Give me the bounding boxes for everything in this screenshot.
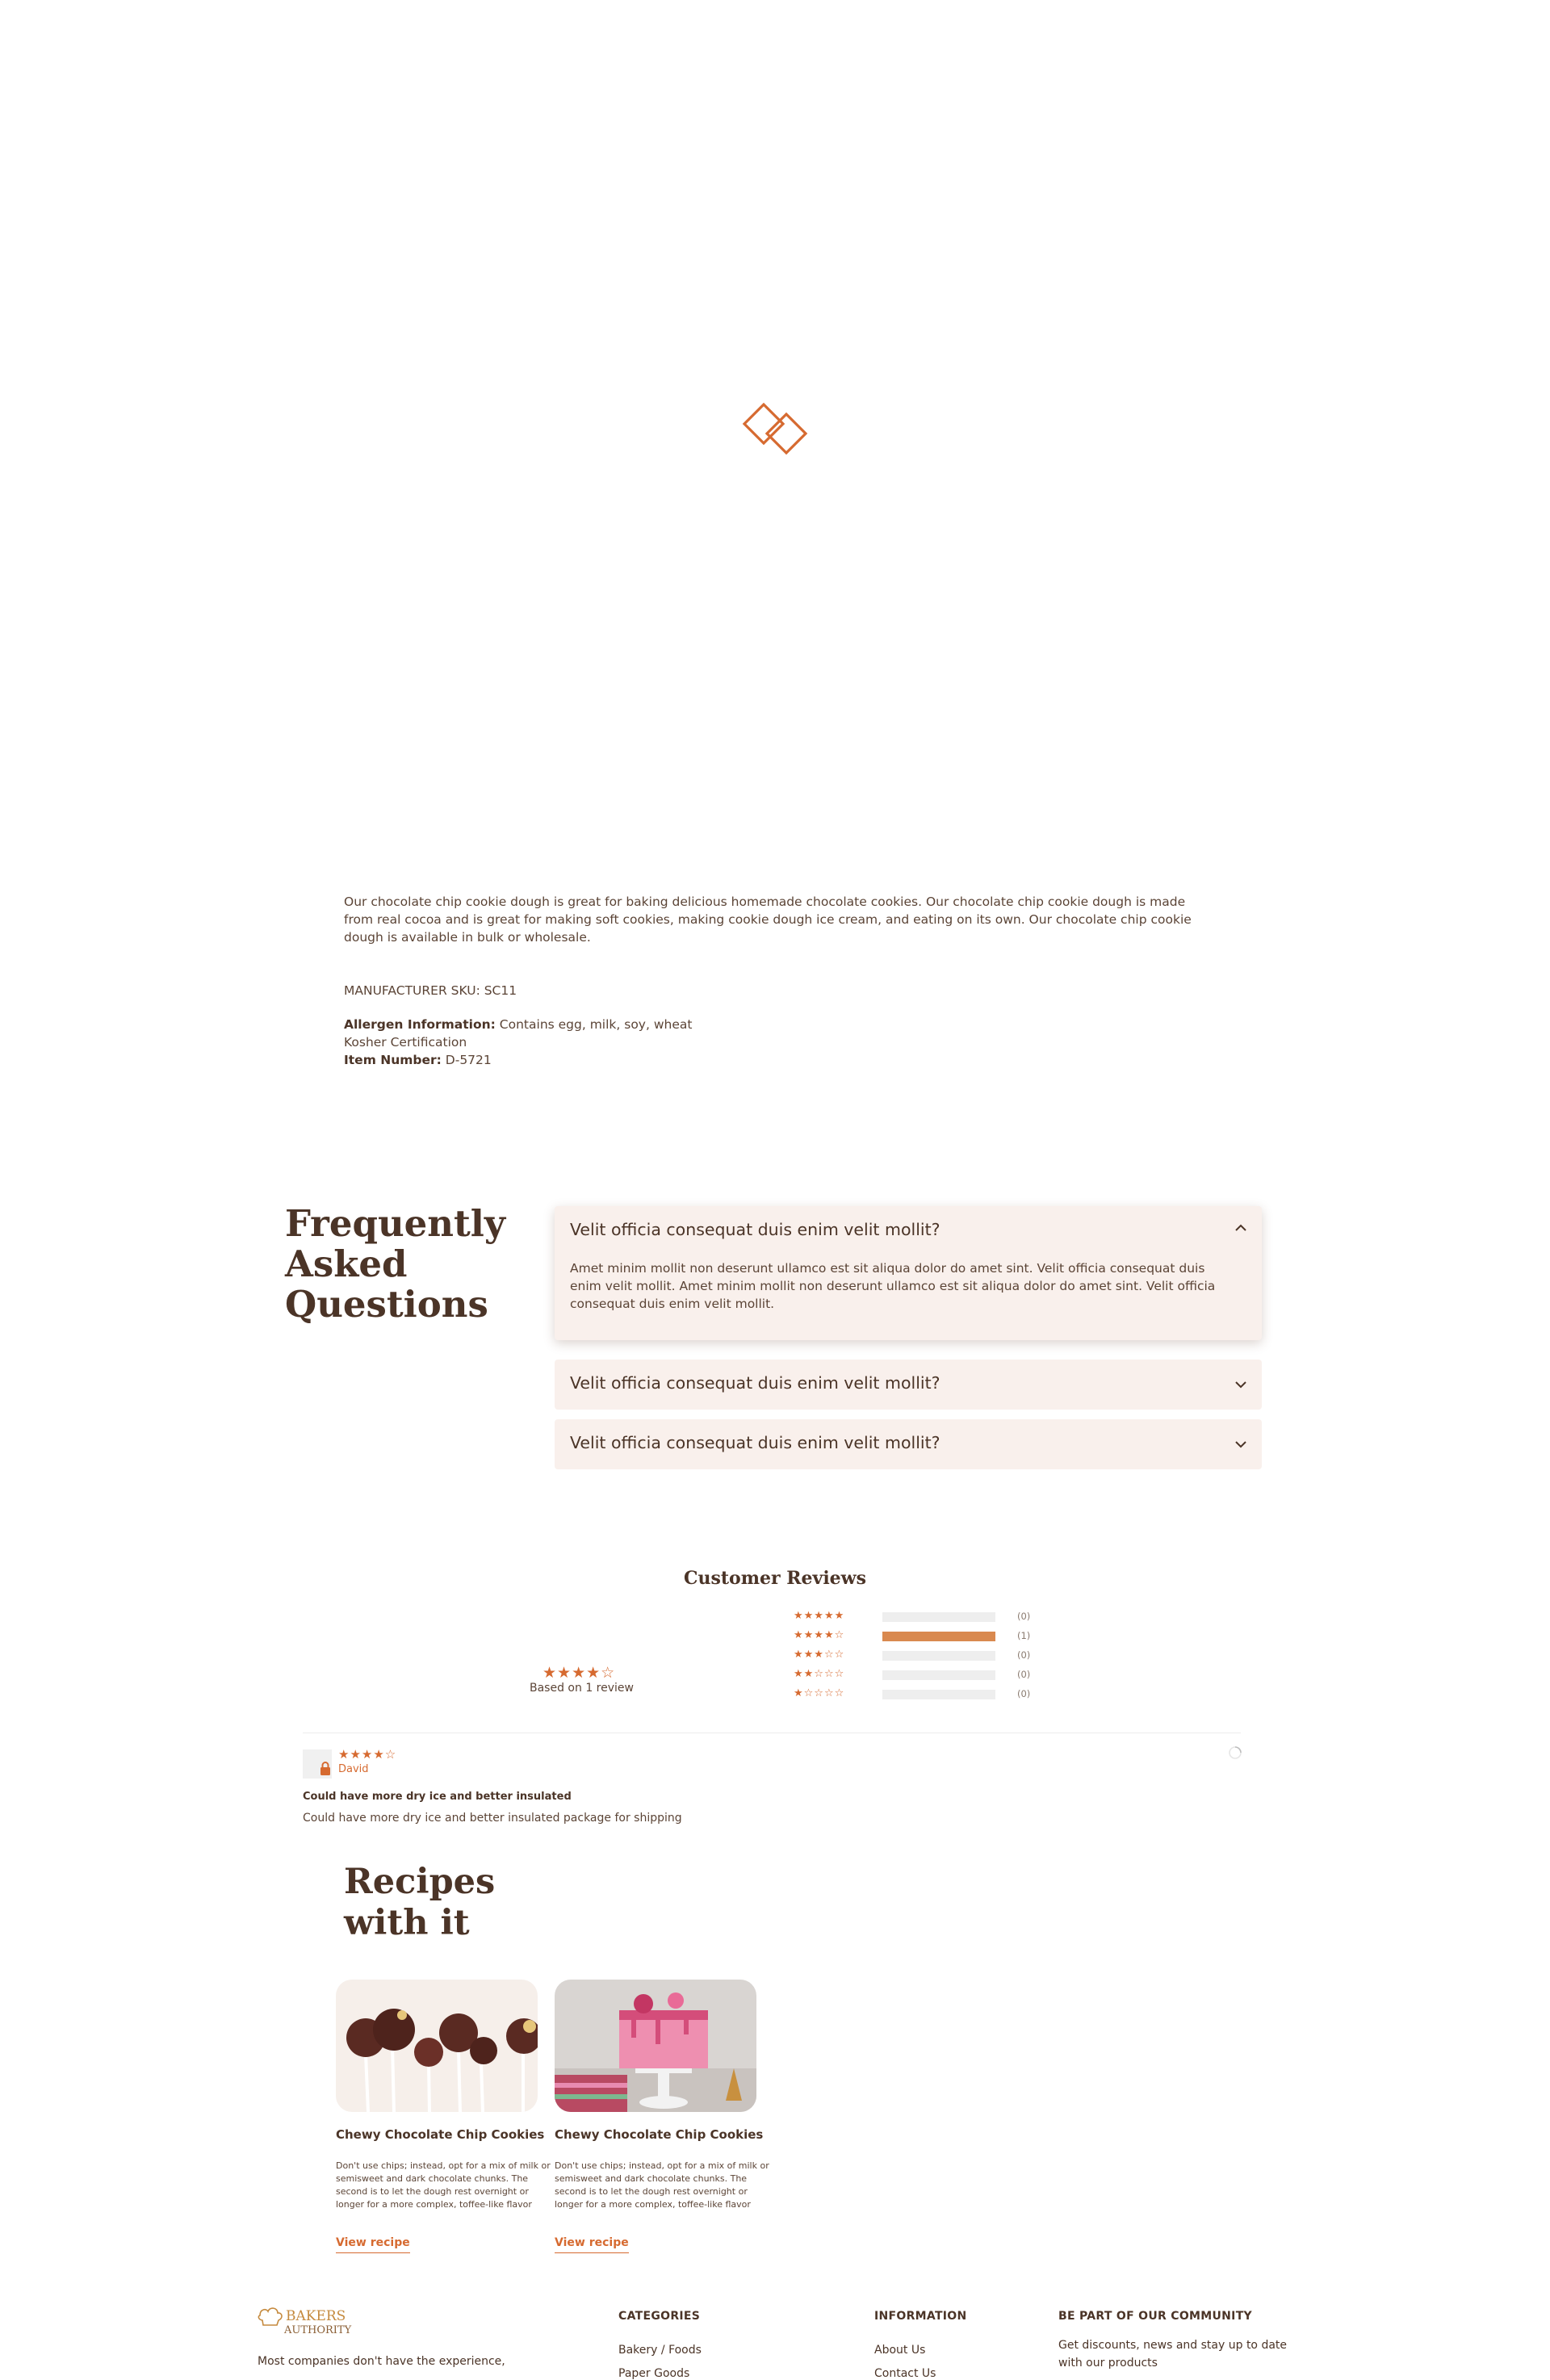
- rating-row-stars: ★★★★★: [794, 1610, 845, 1622]
- rating-row-stars: ★★☆☆☆: [794, 1668, 845, 1680]
- rating-bar-fill: [882, 1632, 995, 1641]
- rating-row-stars: ★★★★☆: [794, 1629, 845, 1641]
- rating-row-stars: ★★★☆☆: [794, 1649, 845, 1661]
- faq-item-3[interactable]: [555, 1419, 1262, 1469]
- review-title: Could have more dry ice and better insulated: [303, 1791, 572, 1803]
- faq-question[interactable]: Velit officia consequat duis enim velit mollit?: [570, 1373, 940, 1393]
- rating-bar: [882, 1632, 995, 1641]
- recipes-title: [344, 1862, 497, 1944]
- rating-bar: [882, 1612, 995, 1622]
- item-number: [344, 1051, 492, 1069]
- review-body: Could have more dry ice and better insulated package for shipping: [303, 1812, 682, 1825]
- bakers-authority-logo[interactable]: [257, 2304, 367, 2340]
- footer-link-about-us[interactable]: About Us: [874, 2344, 926, 2357]
- recipe-description: Don't use chips; instead, opt for a mix of milk or semisweet and dark chocolate chunks. The second is to let the dough rest overnight or longer for a more complex, toffee-like flavor: [336, 2160, 551, 2210]
- recipe-description: Don't use chips; instead, opt for a mix of milk or semisweet and dark chocolate chunks. The second is to let the dough rest overnight or longer for a more complex, toffee-like flavor: [555, 2160, 769, 2210]
- product-description: Our chocolate chip cookie dough is great for baking delicious homemade chocolate cookies. Our chocolate chip cookie dough is made from real cocoa and is great for making soft cookies, making cookie dough ice cream, and eating on its own. Our chocolate chip cookie dough is available in bulk or wholesale.: [344, 895, 1192, 945]
- view-recipe-link[interactable]: View recipe: [336, 2236, 410, 2253]
- recipe-image-drip-cake[interactable]: [555, 1980, 756, 2112]
- faq-item-2[interactable]: [555, 1360, 1262, 1410]
- rating-count: (0): [1017, 1688, 1031, 1699]
- logo-line-1: BAKERS: [286, 2308, 346, 2324]
- rating-count: (0): [1017, 1611, 1031, 1622]
- rating-bar: [882, 1670, 995, 1680]
- faq-question[interactable]: Velit officia consequat duis enim velit mollit?: [570, 1220, 940, 1239]
- footer-link-bakery-foods[interactable]: Bakery / Foods: [618, 2344, 702, 2357]
- allergen-label: Allergen Information:: [344, 1017, 496, 1032]
- review-count-summary: Based on 1 review: [530, 1682, 634, 1695]
- average-rating-stars: ★★★★☆: [542, 1664, 616, 1682]
- manufacturer-sku: MANUFACTURER SKU: SC11: [344, 983, 517, 998]
- faq-title: Frequently Asked Questions: [285, 1202, 506, 1326]
- recipe-title[interactable]: Chewy Chocolate Chip Cookies: [555, 2127, 764, 2142]
- lock-icon: [320, 1761, 331, 1775]
- footer-about-text: Most companies don't have the experience,: [258, 2355, 505, 2368]
- rating-bar: [882, 1690, 995, 1699]
- review-author: David: [338, 1763, 369, 1775]
- chevron-up-icon[interactable]: [1234, 1224, 1247, 1232]
- faq-item-1[interactable]: [555, 1206, 1262, 1340]
- loading-diamond-icon: [741, 401, 809, 456]
- rating-row-stars: ★☆☆☆☆: [794, 1687, 845, 1699]
- footer-community-heading: BE PART OF OUR COMMUNITY: [1058, 2310, 1252, 2323]
- rating-count: (1): [1017, 1630, 1031, 1641]
- footer-categories-heading: CATEGORIES: [618, 2310, 701, 2323]
- item-number-value: D-5721: [441, 1053, 492, 1067]
- recipes-title-text: Recipes with it: [344, 1862, 496, 1943]
- rating-count: (0): [1017, 1669, 1031, 1680]
- rating-bar: [882, 1651, 995, 1661]
- review-stars: ★★★★☆: [338, 1747, 397, 1762]
- recipe-image-cake-pops[interactable]: [336, 1980, 538, 2112]
- faq-answer: Amet minim mollit non deserunt ullamco est sit aliqua dolor do amet sint. Velit officia consequat duis enim velit mollit. Amet minim mollit non deserunt ullamco est sit aliqua dolor do amet sint. Velit officia consequat duis enim velit mollit.: [570, 1261, 1216, 1311]
- item-number-label: Item Number:: [344, 1053, 442, 1067]
- logo-line-2: AUTHORITY: [284, 2324, 352, 2336]
- footer-link-contact-us[interactable]: Contact Us: [874, 2367, 936, 2380]
- spinner-icon: [1228, 1745, 1242, 1760]
- footer-information-heading: INFORMATION: [874, 2310, 967, 2323]
- view-recipe-link[interactable]: View recipe: [555, 2236, 629, 2253]
- faq-question[interactable]: Velit officia consequat duis enim velit mollit?: [570, 1433, 940, 1452]
- rating-count: (0): [1017, 1649, 1031, 1661]
- kosher-certification: Kosher Certification: [344, 1035, 467, 1050]
- recipe-title[interactable]: Chewy Chocolate Chip Cookies: [336, 2127, 545, 2142]
- chevron-down-icon[interactable]: [1234, 1381, 1247, 1389]
- footer-community-text: Get discounts, news and stay up to date with our products: [1058, 2339, 1288, 2370]
- allergen-info: [344, 1016, 692, 1033]
- reviews-title: Customer Reviews: [684, 1568, 866, 1589]
- chevron-down-icon[interactable]: [1234, 1440, 1247, 1448]
- allergen-value: Contains egg, milk, soy, wheat: [495, 1017, 693, 1032]
- footer-link-paper-goods[interactable]: Paper Goods: [618, 2367, 690, 2380]
